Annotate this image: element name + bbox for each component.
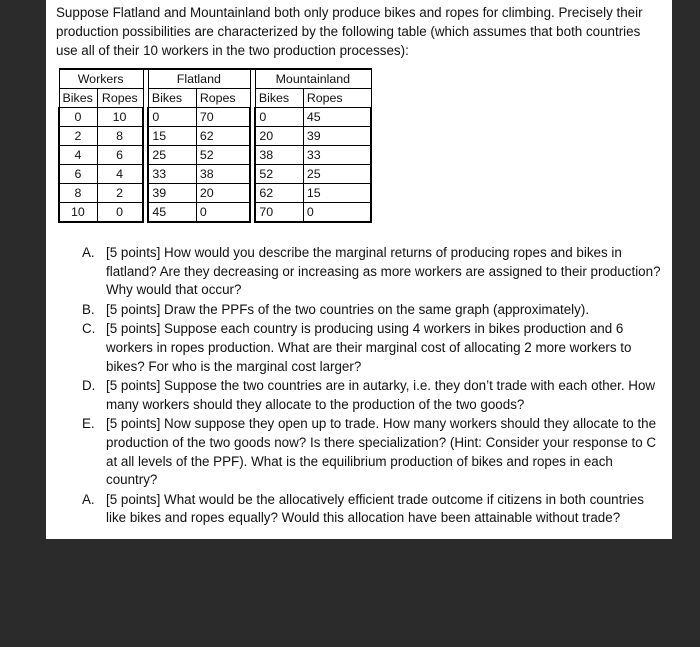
table-cell: 10 [97,108,143,127]
table-cell: 70 [255,203,303,223]
table-cell: 15 [303,184,371,203]
table-cell: 0 [196,203,250,223]
question-text: [5 points] What would be the allocatively efficient trade outcome if citizens in both countries like bikes and ropes equally? Would this allocation have been attainable without trade? [106,491,644,526]
table-cell: 8 [59,184,97,203]
question-item [82,377,662,414]
question-item [82,301,662,320]
table-cell: 0 [255,108,303,127]
table-cell: 0 [148,108,196,127]
table-cell: 33 [303,146,371,165]
question-marker: D. [82,378,96,394]
question-text: [5 points] Now suppose they open up to trade. How many workers should they allocate to the production of the two goods now? Is there specialization? (Hint: Consider your response to C at all levels of the PPF). What is the equilibrium production of bikes and ropes in each country? [106,416,657,488]
header-flatland-bikes: Bikes [148,89,196,108]
table-cell: 15 [148,127,196,146]
table-cell: 20 [255,127,303,146]
question-text: [5 points] Suppose each country is producing using 4 workers in bikes production and 6 workers in ropes production. What are their marginal cost of allocating 2 more workers to bikes? For who is the marginal cost larger? [106,321,632,374]
table-cell: 33 [148,165,196,184]
question-marker: A. [82,491,95,507]
table-cell: 10 [59,203,97,223]
table-cell: 0 [303,203,371,223]
header-flatland-ropes: Ropes [196,89,250,108]
table-cell: 8 [97,127,143,146]
question-item [82,415,662,489]
table-cell: 52 [196,146,250,165]
group-flatland: Flatland [148,69,250,89]
table-cell: 45 [148,203,196,223]
table-cell: 2 [59,127,97,146]
question-marker: A. [82,245,95,260]
header-workers-ropes: Ropes [97,89,143,108]
table-cell: 6 [59,165,97,184]
table-header-row [59,89,371,108]
table-row [59,165,371,184]
table-cell: 38 [196,165,250,184]
table-cell: 45 [303,108,371,127]
table-row [59,127,371,146]
table-cell: 0 [59,108,97,127]
header-mountainland-ropes: Ropes [303,89,371,108]
table-cell: 62 [196,127,250,146]
table-cell: 39 [303,127,371,146]
header-workers-bikes: Bikes [59,89,97,108]
table-cell: 6 [97,146,143,165]
table-cell: 62 [255,184,303,203]
table-cell: 0 [97,203,143,223]
question-item [82,320,662,376]
question-marker: C. [82,321,96,337]
table-row [59,146,371,165]
question-marker: B. [82,301,95,317]
question-text: [5 points] How would you describe the marginal returns of producing ropes and bikes in flatland? Are they decreasing or increasing as more workers are assigned to their production? Why would that occur? [106,245,661,298]
table-cell: 4 [59,146,97,165]
table-row [59,184,371,203]
question-marker: E. [82,416,95,432]
header-mountainland-bikes: Bikes [255,89,303,108]
group-mountainland: Mountainland [255,69,371,89]
question-list [82,244,662,529]
table-group-row [59,69,371,89]
table-cell: 70 [196,108,250,127]
question-item [82,244,662,300]
table-cell: 38 [255,146,303,165]
table-cell: 4 [97,165,143,184]
table-cell: 25 [303,165,371,184]
question-text: [5 points] Suppose the two countries are in autarky, i.e. they don’t trade with each other. How many workers should they allocate to the production of the two goods? [106,378,656,412]
table-cell: 52 [255,165,303,184]
table-cell: 2 [97,184,143,203]
document-page [46,0,672,539]
table-cell: 20 [196,184,250,203]
table-row [59,203,371,223]
table-cell: 39 [148,184,196,203]
intro-paragraph: Suppose Flatland and Mountainland both only produce bikes and ropes for climbing. Precisely their production possibilities are characterized by the following table (which assumes that both countries use all of their 10 workers in the two production processes): [56,5,643,58]
table-row [59,108,371,127]
question-item [82,491,662,528]
table-cell: 25 [148,146,196,165]
group-workers: Workers [59,69,143,89]
production-possibilities-table [58,68,372,223]
question-text: [5 points] Draw the PPFs of the two countries on the same graph (approximately). [106,301,590,317]
